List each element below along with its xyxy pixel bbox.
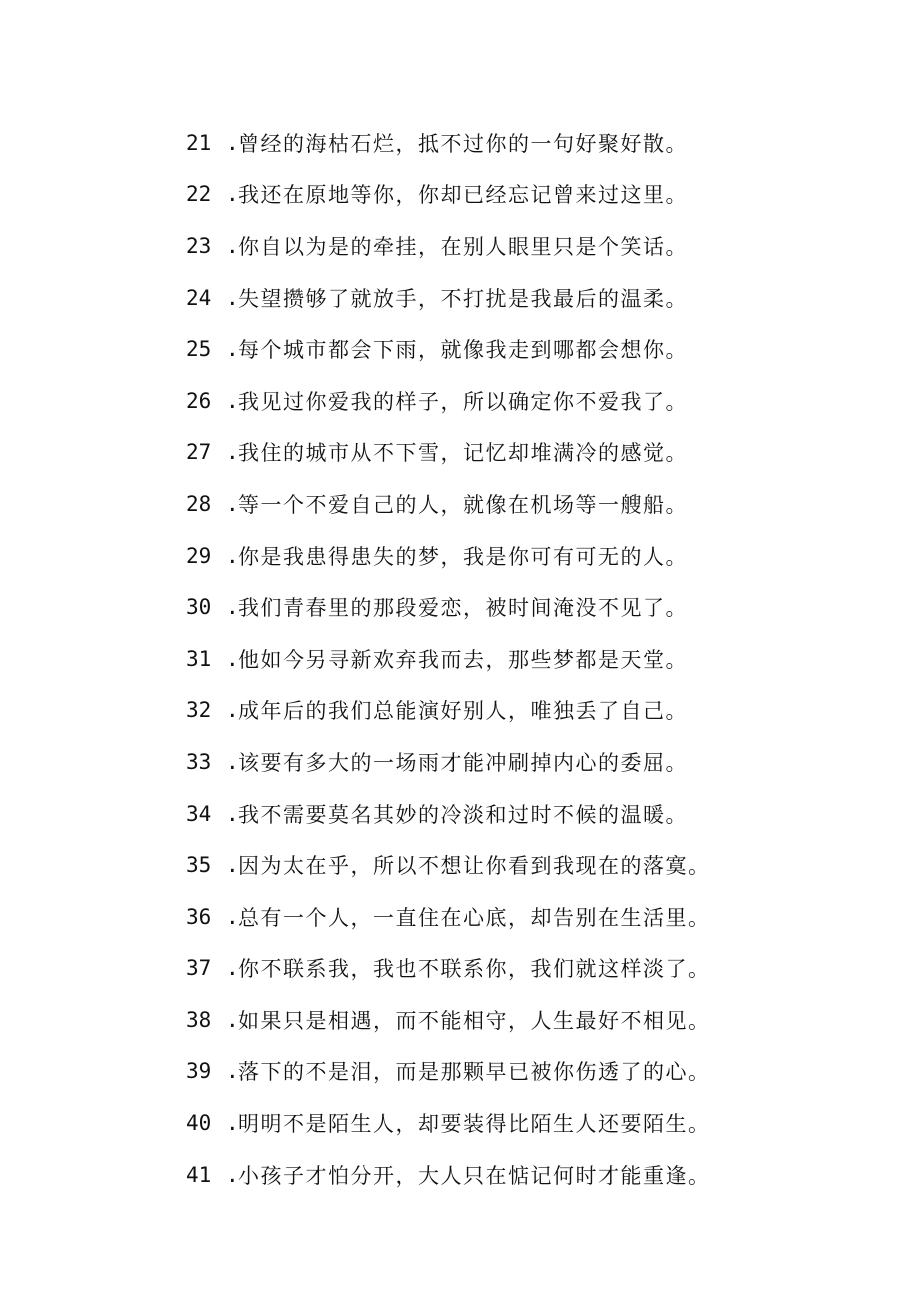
item-number: 39: [186, 1059, 212, 1084]
item-text: 你自以为是的牵挂，在别人眼里只是个笑话。: [238, 234, 688, 259]
list-item: [186, 169, 711, 221]
item-number: 27: [186, 440, 212, 465]
quote-list: [186, 117, 711, 1200]
item-text: 如果只是相遇，而不能相守，人生最好不相见。: [238, 1008, 711, 1033]
item-number: 34: [186, 801, 212, 826]
item-number: 21: [186, 130, 212, 155]
item-separator: .: [226, 440, 239, 465]
item-separator: .: [226, 1111, 239, 1136]
item-text: 你不联系我，我也不联系你，我们就这样淡了。: [238, 957, 711, 982]
item-separator: .: [226, 698, 239, 723]
list-item: [186, 1046, 711, 1098]
item-text: 该要有多大的一场雨才能冲刷掉内心的委屈。: [238, 750, 688, 775]
item-separator: .: [226, 1059, 239, 1084]
item-number: 23: [186, 233, 212, 258]
list-item: [186, 736, 711, 788]
item-number: 35: [186, 853, 212, 878]
item-text: 因为太在乎，所以不想让你看到我现在的落寞。: [238, 854, 711, 879]
item-text: 我们青春里的那段爱恋，被时间淹没不见了。: [238, 596, 688, 621]
item-text: 我还在原地等你，你却已经忘记曾来过这里。: [238, 183, 688, 208]
item-text: 等一个不爱自己的人，就像在机场等一艘船。: [238, 492, 688, 517]
item-separator: .: [226, 853, 239, 878]
list-item: [186, 943, 711, 995]
item-text: 总有一个人，一直住在心底，却告别在生活里。: [238, 905, 711, 930]
item-text: 落下的不是泪，而是那颗早已被你伤透了的心。: [238, 1060, 711, 1085]
list-item: [186, 633, 711, 685]
item-separator: .: [226, 388, 239, 413]
item-number: 29: [186, 543, 212, 568]
list-item: [186, 685, 711, 737]
item-text: 成年后的我们总能演好别人，唯独丢了自己。: [238, 699, 688, 724]
list-item: [186, 427, 711, 479]
item-number: 25: [186, 337, 212, 362]
item-number: 31: [186, 646, 212, 671]
item-separator: .: [226, 1007, 239, 1032]
item-text: 我见过你爱我的样子，所以确定你不爱我了。: [238, 389, 688, 414]
item-separator: .: [226, 233, 239, 258]
item-separator: .: [226, 801, 239, 826]
item-text: 我住的城市从不下雪，记忆却堆满冷的感觉。: [238, 441, 688, 466]
list-item: [186, 530, 711, 582]
list-item: [186, 323, 711, 375]
item-separator: .: [226, 337, 239, 362]
item-separator: .: [226, 646, 239, 671]
item-text: 失望攒够了就放手，不打扰是我最后的温柔。: [238, 286, 688, 311]
item-separator: .: [226, 595, 239, 620]
list-item: [186, 891, 711, 943]
item-number: 33: [186, 749, 212, 774]
item-number: 40: [186, 1111, 212, 1136]
item-number: 30: [186, 595, 212, 620]
item-separator: .: [226, 1162, 239, 1187]
list-item: [186, 117, 711, 169]
item-separator: .: [226, 285, 239, 310]
item-separator: .: [226, 543, 239, 568]
list-item: [186, 839, 711, 891]
item-separator: .: [226, 956, 239, 981]
item-separator: .: [226, 491, 239, 516]
item-text: 曾经的海枯石烂，抵不过你的一句好聚好散。: [238, 131, 688, 156]
item-number: 28: [186, 491, 212, 516]
item-text: 小孩子才怕分开，大人只在惦记何时才能重逢。: [238, 1163, 711, 1188]
item-text: 你是我患得患失的梦，我是你可有可无的人。: [238, 544, 688, 569]
item-text: 明明不是陌生人，却要装得比陌生人还要陌生。: [238, 1112, 711, 1137]
item-number: 32: [186, 698, 212, 723]
list-item: [186, 272, 711, 324]
item-number: 24: [186, 285, 212, 310]
list-item: [186, 1149, 711, 1201]
item-text: 每个城市都会下雨，就像我走到哪都会想你。: [238, 338, 688, 363]
list-item: [186, 788, 711, 840]
item-separator: .: [226, 130, 239, 155]
item-separator: .: [226, 749, 239, 774]
item-number: 38: [186, 1007, 212, 1032]
list-item: [186, 478, 711, 530]
list-item: [186, 220, 711, 272]
item-number: 37: [186, 956, 212, 981]
item-number: 26: [186, 388, 212, 413]
item-separator: .: [226, 904, 239, 929]
item-number: 22: [186, 182, 212, 207]
item-separator: .: [226, 182, 239, 207]
item-number: 41: [186, 1162, 212, 1187]
item-text: 我不需要莫名其妙的冷淡和过时不候的温暖。: [238, 802, 688, 827]
list-item: [186, 1097, 711, 1149]
list-item: [186, 375, 711, 427]
list-item: [186, 581, 711, 633]
item-text: 他如今另寻新欢弃我而去，那些梦都是天堂。: [238, 647, 688, 672]
list-item: [186, 994, 711, 1046]
item-number: 36: [186, 904, 212, 929]
